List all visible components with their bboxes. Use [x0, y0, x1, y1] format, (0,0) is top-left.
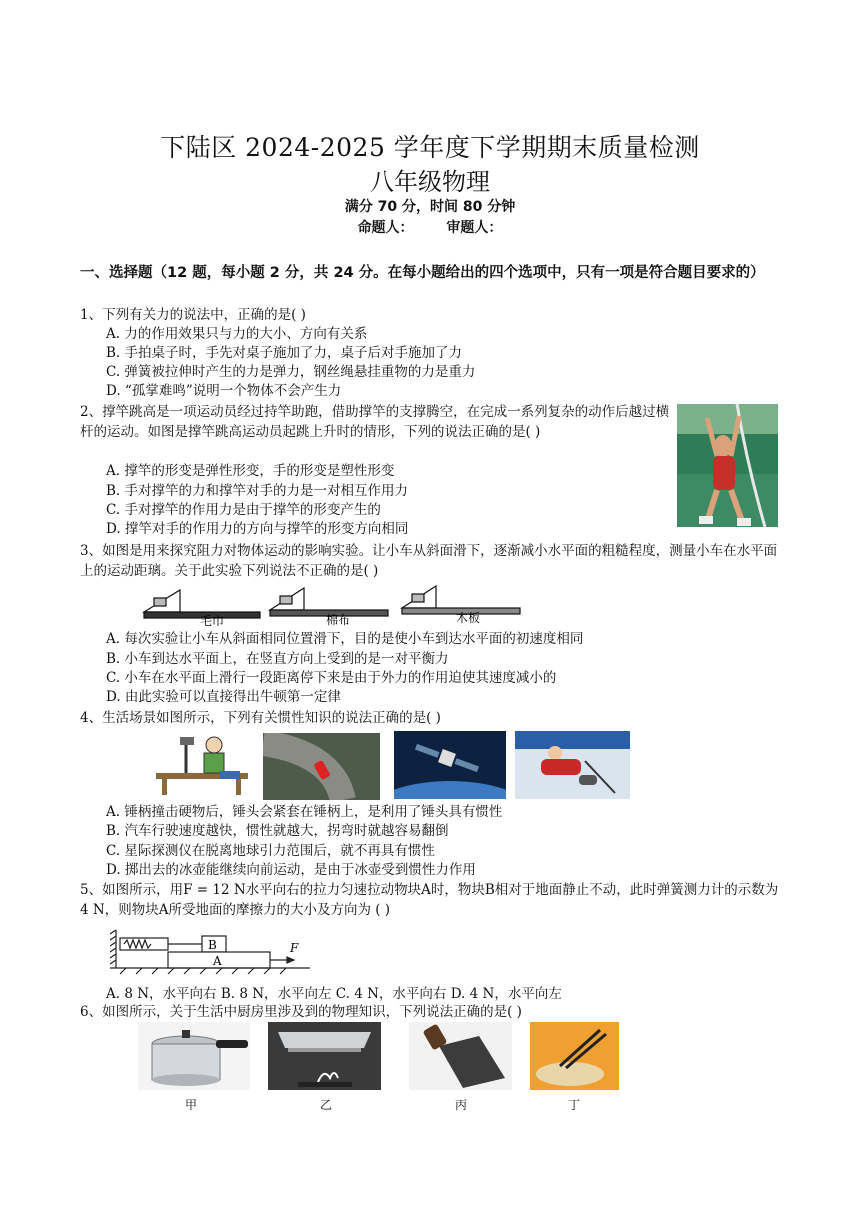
kitchen-knife-picture	[409, 1022, 512, 1090]
question-4-option-b: B. 汽车行驶速度越快，惯性就越大，拐弯时就越容易翻倒	[106, 823, 449, 839]
fig6-label-jia: 甲	[185, 1098, 198, 1112]
fig6-label-yi: 乙	[320, 1098, 333, 1112]
range-hood-picture	[268, 1022, 381, 1090]
car-turning-picture	[263, 733, 380, 800]
question-3-option-a: A. 每次实验让小车从斜面相同位置滑下，目的是使小车到达水平面的初速度相同	[106, 631, 584, 647]
fig6-label-bing: 丙	[455, 1098, 468, 1112]
curling-picture	[515, 731, 630, 799]
question-2-option-b: B. 手对撑竿的力和撑竿对手的力是一对相互作用力	[106, 483, 409, 499]
fig6-label-ding: 丁	[568, 1098, 581, 1112]
score-time: 满分 70 分，时间 80 分钟	[344, 199, 516, 215]
fig5-label-f: F	[290, 941, 299, 955]
authors-line: 命题人： 审题人：	[357, 220, 503, 236]
question-1-option-b: B. 手拍桌子时，手先对桌子施加了力，桌子后对手施加了力	[106, 345, 463, 361]
question-2-stem: 2、撑竿跳高是一项运动员经过持竿助跑，借助撑竿的支撑腾空，在完成一系列复杂的动作后越过横杆的运动。如图是撑竿跳高运动员起跳上升时的情形，下列的说法正确的是( )	[80, 404, 670, 440]
question-1-option-a: A. 力的作用效果只与力的大小、方向有关系	[106, 326, 368, 342]
spring-scale-friction-figure	[110, 928, 310, 976]
question-5-options: A. 8 N，水平向右 B. 8 N，水平向左 C. 4 N，水平向右 D. 4 N，水平向左	[106, 986, 562, 1002]
question-1-option-d: D. “孤掌难鸣”说明一个物体不会产生力	[106, 383, 342, 399]
fig5-label-b: B	[208, 938, 217, 952]
question-3-option-d: D. 由此实验可以直接得出牛顿第一定律	[106, 689, 341, 705]
fig3-label-board: 木板	[456, 611, 481, 625]
pressure-cooker-picture	[138, 1022, 250, 1090]
question-6-stem: 6、如图所示，关于生活中厨房里涉及到的物理知识，下列说法正确的是( )	[80, 1004, 522, 1020]
fig5-label-a: A	[213, 954, 222, 968]
section-heading: 一、选择题（12 题，每小题 2 分，共 24 分。在每小题给出的四个选项中，只有一项是符合题目要求的）	[80, 265, 765, 281]
question-3-stem: 3、如图是用来探究阻力对物体运动的影响实验。让小车从斜面滑下，逐渐减小水平面的粗糙程度，测量小车在水平面上的运动距璃。关于此实验下列说法不正确的是( )	[80, 543, 778, 579]
exam-title: 下陆区 2024-2025 学年度下学期期末质量检测	[160, 133, 700, 162]
fig3-label-cotton: 棉布	[326, 613, 351, 626]
question-3-option-b: B. 小车到达水平面上，在竖直方向上受到的是一对平衡力	[106, 651, 449, 667]
question-1-stem: 1、下列有关力的说法中，正确的是( )	[80, 307, 306, 323]
pole-vault-photo	[677, 404, 778, 527]
space-probe-picture	[394, 731, 506, 799]
exam-subject: 八年级物理	[370, 168, 490, 196]
fig3-label-towel: 毛巾	[200, 614, 225, 626]
question-1-option-c: C. 弹簧被拉伸时产生的力是弹力，钢丝绳悬挂重物的力是重力	[106, 364, 476, 380]
question-4-option-a: A. 锤柄撞击硬物后，锤头会紧套在锤柄上，是利用了锤头具有惯性	[106, 804, 503, 820]
question-2-option-a: A. 撑竿的形变是弹性形变，手的形变是塑性形变	[106, 463, 395, 479]
food-tongs-picture	[530, 1022, 619, 1090]
question-4-option-d: D. 掷出去的冰壶能继续向前运动，是由于冰壶受到惯性力作用	[106, 862, 476, 878]
question-5-stem: 5、如图所示，用F = 12 N水平向右的拉力匀速拉动物块A时，物块B相对于地面静止不动，此时弹簧测力计的示数为4 N，则物块A所受地面的摩擦力的大小及方向为 ( )	[80, 882, 779, 918]
hammer-scene-picture	[156, 731, 248, 797]
question-2-option-c: C. 手对撑竿的作用力是由于撑竿的形变产生的	[106, 502, 381, 518]
question-4-option-c: C. 星际探测仪在脱离地球引力范围后，就不再具有惯性	[106, 843, 435, 859]
question-2-option-d: D. 撑竿对手的作用力的方向与撑竿的形变方向相同	[106, 521, 409, 537]
question-3-option-c: C. 小车在水平面上滑行一段距离停下来是由于外力的作用迫使其速度减小的	[106, 670, 557, 686]
question-4-stem: 4、生活场景如图所示，下列有关惯性知识的说法正确的是( )	[80, 710, 441, 726]
friction-experiment-figure	[140, 582, 530, 626]
